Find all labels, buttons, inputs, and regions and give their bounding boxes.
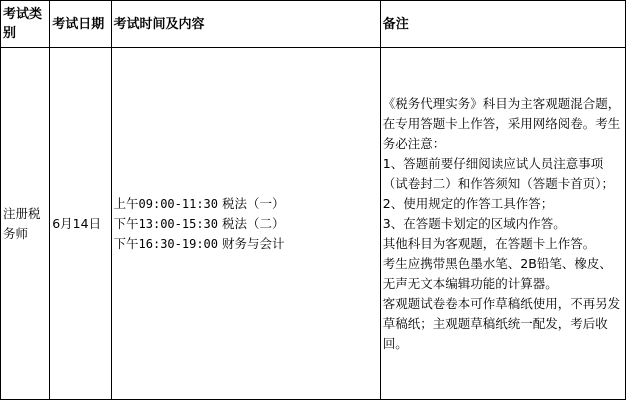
note-paragraph: 考生应携带黑色墨水笔、2B铅笔、橡皮、无声无文本编辑功能的计算器。 [382,255,612,291]
schedule-subject: 税法（二） [222,215,285,231]
note-paragraph: 《税务代理实务》科目为主客观题混合题，在专用答题卡上作答，采用网络阅卷。考生务必注意： [382,95,621,151]
table-row [1,48,626,400]
schedule-time: 16:30-19:00 [138,236,219,251]
table-header-row [1,1,626,48]
note-paragraph: 其他科目为客观题，在答题卡上作答。 [382,235,596,251]
schedule-period: 上午 [113,195,139,211]
schedule-period: 下午 [113,215,139,231]
schedule-subject: 财务与会计 [222,235,285,251]
cell-exam-date: 6月14日 [50,48,111,400]
schedule-period: 下午 [113,235,139,251]
schedule-item [114,234,378,254]
header-time-content: 考试时间及内容 [111,1,380,48]
header-note: 备注 [380,1,625,48]
note-paragraph: 2、使用规定的作答工具作答； [382,195,554,211]
header-exam-type: 考试类别 [1,1,50,48]
schedule-time: 09:00-11:30 [138,196,219,211]
schedule-item [114,194,378,214]
cell-schedule [111,48,380,400]
cell-note [380,48,625,400]
note-paragraph: 3、在答题卡划定的区域内作答。 [382,215,566,231]
note-paragraph: 1、答题前要仔细阅读应试人员注意事项（试卷封二）和作答须知（答题卡首页）； [382,155,615,191]
note-paragraph: 客观题试卷卷本可作草稿纸使用，不再另发草稿纸；主观题草稿纸统一配发，考后收回。 [382,295,621,351]
cell-exam-type: 注册税务师 [1,48,50,400]
schedule-time: 13:00-15:30 [138,216,219,231]
schedule-item [114,214,378,234]
header-exam-date: 考试日期 [50,1,111,48]
schedule-subject: 税法（一） [222,195,285,211]
